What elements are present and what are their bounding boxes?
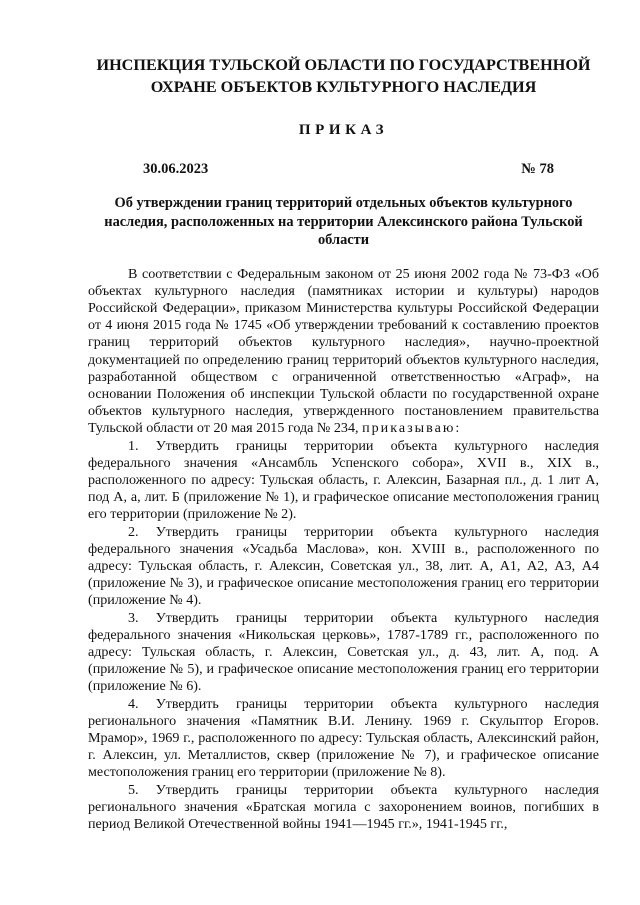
authority-line-1: ИНСПЕКЦИЯ ТУЛЬСКОЙ ОБЛАСТИ ПО ГОСУДАРСТВЕННОЙ: [96, 56, 591, 74]
document-number: № 78: [521, 161, 554, 177]
document-date: 30.06.2023: [143, 161, 209, 177]
issuing-authority: [88, 54, 599, 98]
list-item: 2. Утвердить границы территории объекта культурного наследия федерального значения «Усадьба Маслова», кон. XVIII в., расположенного по адресу: Тульская область, г. Алексин, Советская ул., 38, лит. А, А1, А2, А3, А4 (приложение № 3), и графическое описание местоположения границ его территории (приложение № 4).: [88, 523, 599, 609]
authority-line-2: ОХРАНЕ ОБЪЕКТОВ КУЛЬТУРНОГО НАСЛЕДИЯ: [150, 78, 537, 96]
list-item: 3. Утвердить границы территории объекта культурного наследия федерального значения «Никольская церковь», 1787-1789 гг., расположенного по адресу: Тульская область, г. Алексин, Советская ул., д. 43, лит. А, под. А (приложение № 5), и графическое описание местоположения границ его территории (приложение № 6).: [88, 609, 599, 695]
document-meta: [88, 161, 599, 178]
preamble-text: В соответствии с Федеральным законом от 25 июня 2002 года № 73-ФЗ «Об объектах культурного наследия (памятниках истории и культуры) народов Российской Федерации», приказом Министерства культуры Российской Федерации от 4 июня 2015 года № 1745 «Об утверждении требований к составлению проектов границ территорий объектов культурного наследия», научно-проектной документацией по определению границ территорий объектов культурного наследия, разработанной обществом с ограниченной ответственностью «Аграф», на основании Положения об инспекции Тульской области по государственной охране объектов культурного наследия, утвержденного постановлением правительства Тульской области от 20 мая 2015 года № 234,: [88, 265, 599, 437]
list-item: 5. Утвердить границы территории объекта культурного наследия регионального значения «Братская могила с захоронением воинов, погибших в период Великой Отечественной войны 1941—1945 гг.», 1941-1945 гг.,: [88, 781, 599, 832]
list-item: 1. Утвердить границы территории объекта культурного наследия федерального значения «Ансамбль Успенского собора», XVII в., XIX в., расположенного по адресу: Тульская область, г. Алексин, Базарная пл., д. 1 лит А, под А, а, лит. Б (приложение № 1), и графическое описание местоположения границ его территории (приложение № 2).: [88, 437, 599, 523]
document-subject: Об утверждении границ территорий отдельных объектов культурного наследия, расположенных на территории Алексинского района Тульской области: [104, 195, 583, 248]
document-body: [88, 266, 599, 834]
preamble-paragraph: [88, 266, 599, 438]
order-word: приказываю:: [362, 420, 462, 437]
list-item: 4. Утвердить границы территории объекта культурного наследия регионального значения «Памятник В.И. Ленину. 1969 г. Скульптор Егоров. Мрамор», 1969 г., расположенного по адресу: Тульская область, Алексинский район, г. Алексин, ул. Металлистов, сквер (приложение № 7), и графическое описание местоположения границ его территории (приложение № 8).: [88, 695, 599, 781]
document-type: ПРИКАЗ: [298, 122, 389, 138]
